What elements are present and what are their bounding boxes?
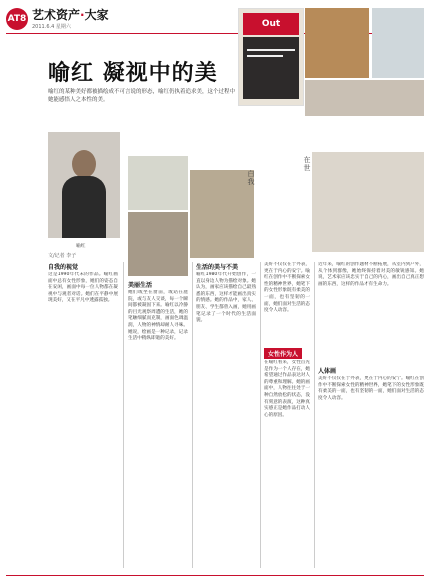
text-column-6: 美好不仅仅在于外表，更在于内心的安宁。喻红在创作中不断探索女性的精神世界，她笔下的女性形象既有柔美的一面，也有坚韧的一面，她们面对生活的态度令人动容。	[318, 376, 424, 401]
gallery-photo-1	[128, 156, 188, 210]
portrait-body	[62, 176, 106, 238]
text-column-1: 这是1990年代末的作品。喻红画面中总有女性形象，她们的姿态自在安闲，画面中每一位人物都在凝视中与观者对话。她们在平静中展现美好，又在平凡中透露孤独。	[48, 272, 118, 304]
section-separator: ·	[80, 8, 85, 22]
magazine-cover-photo	[238, 8, 304, 106]
portrait-face	[72, 150, 96, 178]
painting-photo	[190, 170, 254, 258]
column-rule	[314, 262, 315, 568]
text-column-4a: 美好不仅仅在于外表，更在于内心的安宁。喻红在创作中不断探索女性的精神世界，她笔下的女性形象既有柔美的一面，也有坚韧的一面，她们面对生活的态度令人动容。	[264, 262, 310, 314]
portrait-caption: 喻红	[76, 244, 86, 249]
column-rule	[123, 262, 124, 568]
studio-photo-2	[372, 8, 424, 78]
author-byline: 文/记者 李子	[48, 253, 77, 259]
column-rule	[192, 262, 193, 568]
vertical-label-2: 在世	[303, 156, 311, 172]
magazine-text-line	[247, 49, 295, 51]
issue-date: 2011.6.4 星期六	[32, 24, 71, 30]
subhead-4: 女性作为人	[264, 348, 302, 359]
text-column-4b: 在喻红看来，女性首先是作为一个人存在，她希望通过作品表达对人的尊重和理解。她的画面中，人物往往处于一种自然放松的状态，没有刻意的表演，这种真实感正是她作品打动人心的原因。	[264, 360, 310, 418]
magazine-text-line	[247, 55, 283, 57]
text-column-3: 喻红1980年代开始创作，一直以身边人物为描绘对象。她认为，画家应该描绘自己最熟悉的东西，这样才能画出真实的情感。她的作品中，家人、朋友、学生都曾入画，她用画笔记录了一个时代的生活面貌。	[196, 272, 256, 324]
subhead-3: 生活的美与不美	[196, 264, 239, 271]
artist-portrait-photo	[48, 132, 120, 238]
section-name: 艺术资产	[32, 8, 81, 22]
section-title	[32, 6, 109, 23]
subhead-1: 自我的视觉	[48, 264, 79, 271]
text-column-5: 近年来，喻红的创作题材不断拓展，从室内到户外，从个体到群像，她始终保持着对美的敏锐感知。她说，艺术家应该忠实于自己的内心，画出自己真正想画的东西，这样的作品才有生命力。	[318, 262, 424, 287]
magazine-image	[243, 37, 299, 99]
vertical-label-1: 白我	[247, 170, 255, 186]
article-title: 喻红 凝视中的美	[48, 60, 218, 86]
subhead-2: 美丽生活	[128, 282, 153, 289]
magazine-masthead: Out	[243, 13, 299, 35]
painting-photo-2	[312, 152, 424, 252]
column-rule	[260, 262, 261, 568]
article-lede: 喻红的某种美好都被描绘成不可言说的形态，喻红仍执着追求美，这个过程中她能感悟人之本性的美。	[48, 89, 236, 103]
section-logo: AT8	[6, 8, 28, 30]
text-column-2: 她们或坐在窗前，或站在庭院，或与友人交谈，每一个瞬间都被凝固下来。喻红以冷静的目光观察周遭的生活，她的笔触细腻而克制，画面色调温润，人物的神情却耐人寻味。她说，绘画是一种记录，记录生活中稍纵即逝的美好。	[128, 290, 188, 342]
studio-photo-3	[305, 80, 424, 116]
footer-rule	[6, 575, 424, 576]
gallery-photo-2	[128, 212, 188, 276]
subhead-5: 人体画	[318, 368, 337, 375]
studio-photo-1	[305, 8, 369, 78]
subsection-name: 大家	[84, 8, 109, 22]
